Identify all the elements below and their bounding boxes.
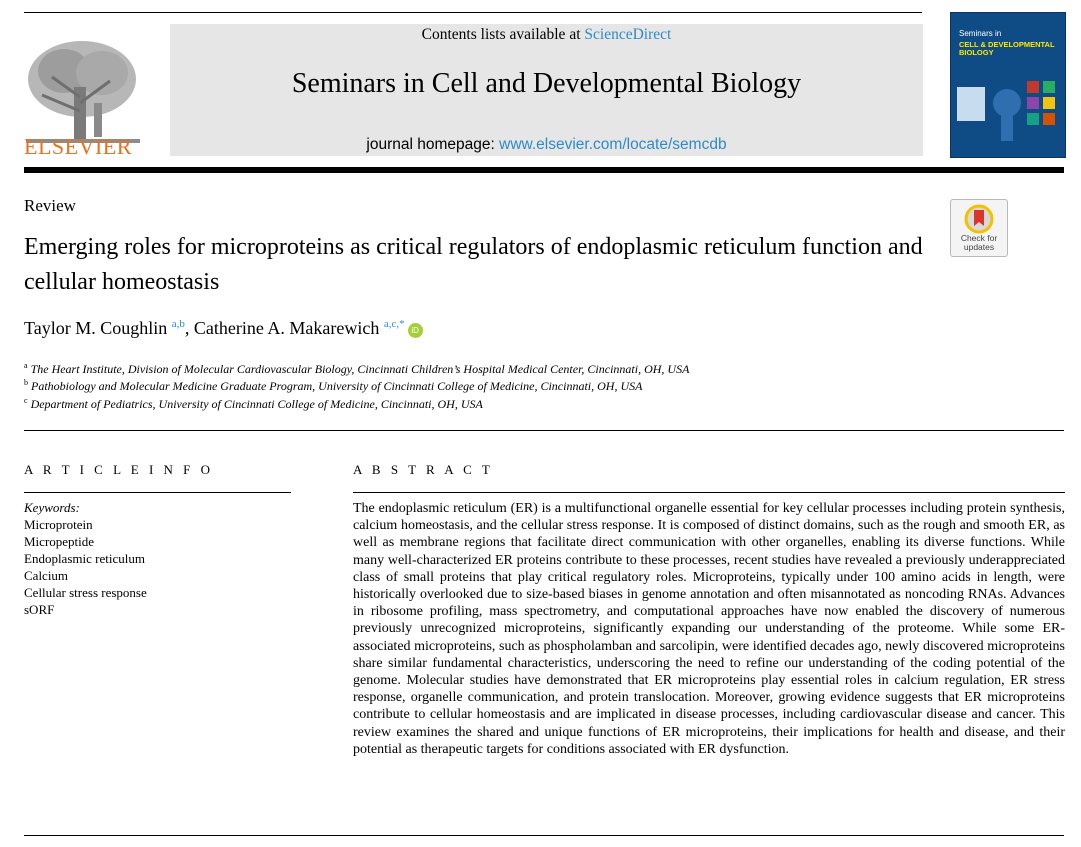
affiliation-divider bbox=[24, 430, 1064, 431]
article-info-rule bbox=[24, 492, 291, 493]
check-for-updates-label: Check for updates bbox=[960, 233, 998, 252]
affiliation-text: Pathobiology and Molecular Medicine Graduate Program, University of Cincinnati College of Medicine, Cincinnati, OH, USA bbox=[31, 379, 643, 393]
homepage-prefix: journal homepage: bbox=[366, 136, 500, 153]
publisher-name: ELSEVIER bbox=[24, 134, 132, 159]
article-type: Review bbox=[24, 196, 76, 215]
affiliation bbox=[24, 361, 689, 377]
keyword-item[interactable]: Cellular stress response bbox=[24, 585, 147, 600]
journal-homepage-link[interactable]: www.elsevier.com/locate/semcdb bbox=[499, 136, 727, 153]
cover-series: Seminars in bbox=[959, 29, 1002, 38]
keywords-label: Keywords: bbox=[24, 500, 80, 515]
affiliation bbox=[24, 396, 483, 412]
author-list bbox=[24, 318, 423, 339]
homepage-line bbox=[170, 136, 923, 154]
bottom-rule bbox=[24, 835, 1064, 836]
article-info-heading: A R T I C L E I N F O bbox=[24, 462, 214, 477]
check-for-updates-button[interactable] bbox=[950, 199, 1008, 257]
affiliation-text: The Heart Institute, Division of Molecular Cardiovascular Biology, Cincinnati Children’s Hospital Medical Center, Cincinnati, OH, USA bbox=[30, 362, 690, 376]
author-affiliation-marks[interactable]: a,b bbox=[171, 318, 185, 330]
keyword-item[interactable]: Calcium bbox=[24, 568, 69, 583]
keyword-item[interactable]: Micropeptide bbox=[24, 534, 95, 549]
affiliation-mark: a bbox=[24, 361, 28, 370]
journal-banner bbox=[170, 24, 923, 156]
journal-cover-thumbnail[interactable] bbox=[950, 12, 1066, 158]
header-top-rule bbox=[24, 12, 922, 13]
cover-title: CELL & DEVELOPMENTAL BIOLOGY bbox=[959, 40, 1055, 57]
affiliation-mark: c bbox=[24, 396, 28, 405]
affiliation-text: Department of Pediatrics, University of Cincinnati College of Medicine, Cincinnati, OH, USA bbox=[30, 397, 483, 411]
affiliation-mark: b bbox=[24, 378, 28, 387]
keyword-list bbox=[24, 516, 147, 618]
orcid-icon[interactable]: iD bbox=[408, 323, 423, 338]
keyword-item[interactable]: sORF bbox=[24, 602, 55, 617]
crossmark-icon bbox=[964, 204, 994, 234]
author-affiliation-marks[interactable]: a,c,* bbox=[383, 318, 405, 330]
author-separator: , bbox=[184, 318, 194, 338]
author-name[interactable]: Taylor M. Coughlin bbox=[24, 318, 168, 338]
keyword-item[interactable]: Microprotein bbox=[24, 517, 93, 532]
header-thick-rule bbox=[24, 167, 1064, 173]
cover-artwork bbox=[957, 77, 1059, 145]
contents-line bbox=[170, 26, 923, 44]
article-title: Emerging roles for microproteins as critical regulators of endoplasmic reticulum function and cellular homeostasis bbox=[24, 234, 923, 295]
abstract-heading: A B S T R A C T bbox=[353, 462, 494, 477]
affiliation bbox=[24, 378, 642, 394]
abstract-text: The endoplasmic reticulum (ER) is a multifunctional organelle essential for key cellular processes including protein synthesis, calcium homeostasis, and the cellular stress response. It is composed of distinct domains, such as the rough and smooth ER, as well as membrane regions that facilitate direct communication with other organelles, enabling its diverse functions. While many well-characterized ER proteins contribute to these processes, recent studies have revealed a previously underappreciated class of small proteins that play critical regulatory roles. Microproteins, typically under 100 amino acids in length, were historically overlooked due to size-based biases in genome annotation and often misannotated as noncoding RNAs. Advances in ribosome profiling, mass spectrometry, and computational approaches have now enabled the discovery of numerous previously unrecognized microproteins, significantly expanding our understanding of the proteome. While some ER-associated microproteins, such as phospholamban and sarcolipin, were identified decades ago, newly discovered microproteins share similar fundamental characteristics, underscoring the need to refine our understanding of the coding potential of the genome. Molecular studies have demonstrated that ER microproteins play essential roles in calcium regulation, ER stress response, organelle communication, and protein translocation. Moreover, growing evidence suggests that ER microproteins contribute to cellular homeostasis and are implicated in disease processes, including cardiovascular disease and cancer. This review examines the shared and unique functions of ER microproteins, their implications for health and disease, and their potential as therapeutic targets for conditions associated with ER dysfunction. bbox=[353, 501, 1065, 757]
contents-prefix: Contents lists available at bbox=[421, 26, 585, 43]
keyword-item[interactable]: Endoplasmic reticulum bbox=[24, 551, 145, 566]
author-name[interactable]: Catherine A. Makarewich bbox=[193, 318, 380, 338]
abstract-rule bbox=[353, 492, 1065, 493]
journal-title: Seminars in Cell and Developmental Biology bbox=[291, 68, 802, 99]
sciencedirect-link[interactable]: ScienceDirect bbox=[584, 26, 672, 43]
